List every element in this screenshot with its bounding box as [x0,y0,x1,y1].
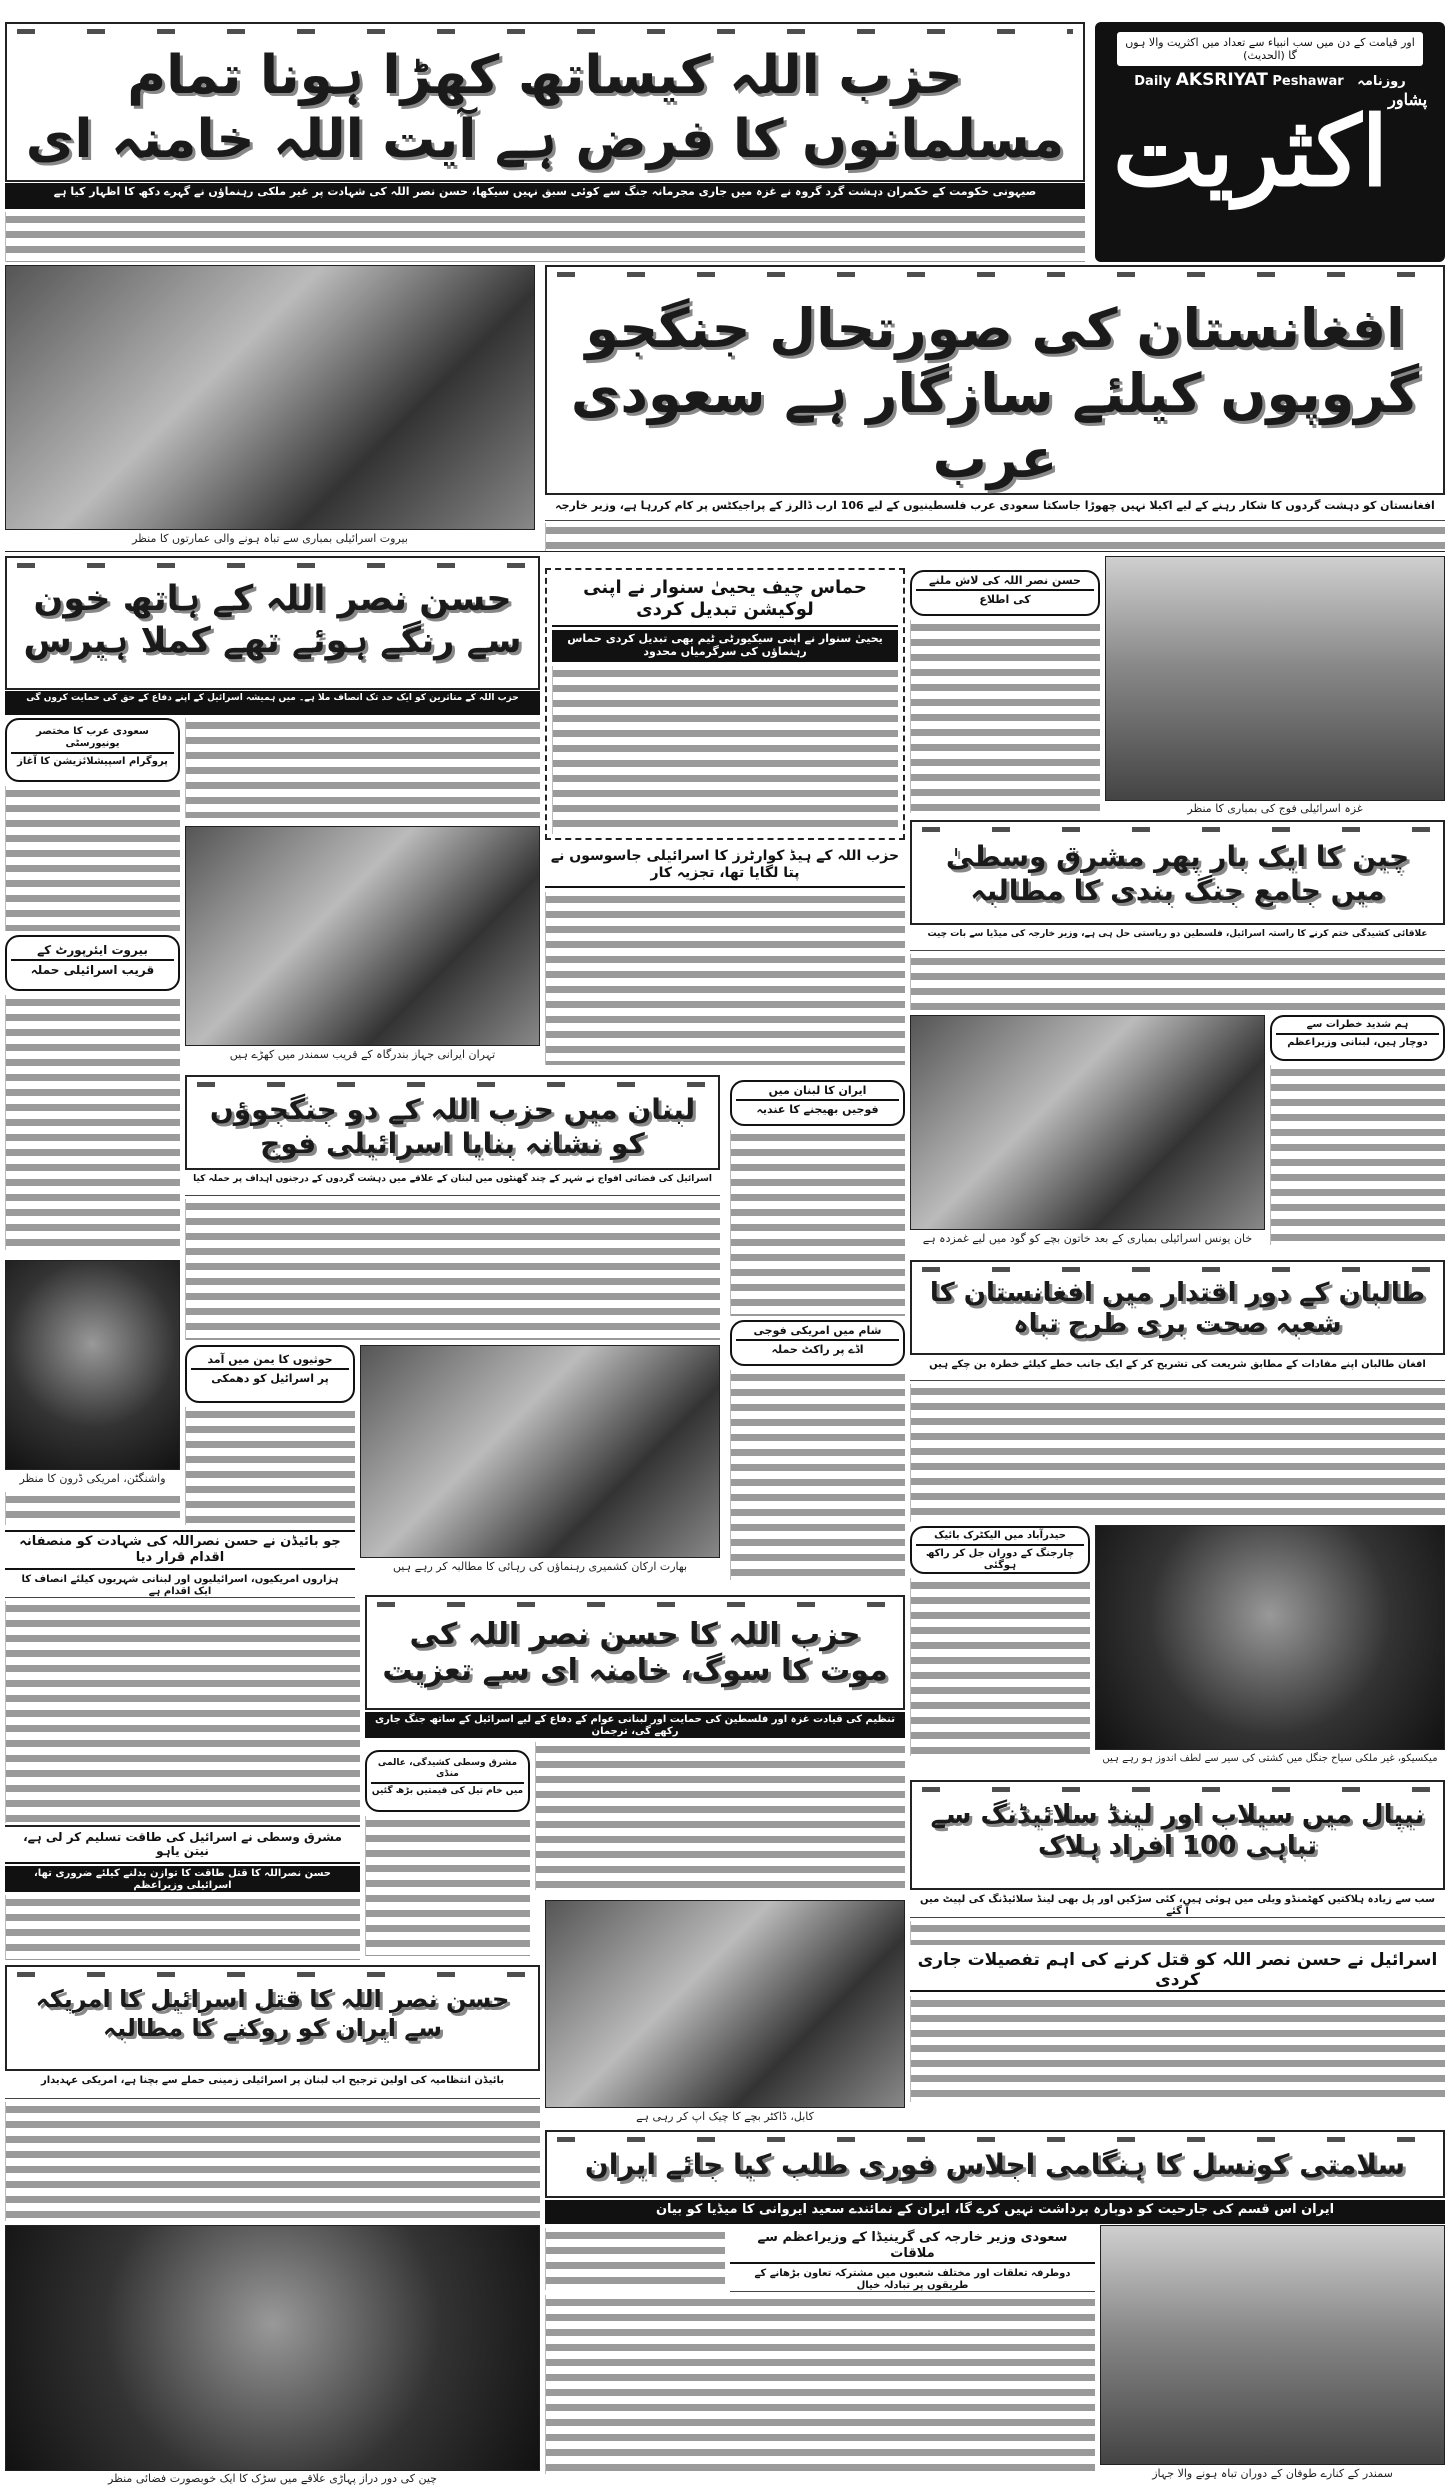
syria-box-line: شام میں امریکی فوجی [753,1324,882,1337]
condolence-subheadline: تنظیم کی قیادت غزہ اور فلسطین کی حمایت اور لبنانی عوام کے دفاع کے لیے اسرائیل کے ساتھ جنگ جاری رکھے گی، ترجمان [365,1712,905,1738]
oil-body [365,1816,530,1956]
beirut-box[interactable] [5,935,180,991]
hamas-headline[interactable]: حماس چیف یحییٰ سنوار نے اپنی لوکیشن تبدیل کردی [552,575,898,627]
houthi-box-line: پر اسرائیل کو دھمکی [191,1368,349,1385]
nepal-headline[interactable]: نیپال میں سیلاب اور لینڈ سلائیڈنگ سے تباہی 100 افراد ہلاک [910,1780,1445,1890]
masthead-city-en: Peshawar [1272,74,1344,89]
houthi-box[interactable] [185,1345,355,1403]
nasrallah-body-box-line: کی اطلاع [916,589,1094,606]
meeting-caption: بھارت ارکان کشمیری رہنماؤں کی رہائی کا مطالبہ کر رہے ہیں [392,1560,688,1573]
saudi-box-line: پروگرام اسپیشلائزیشن کا آغاز [11,752,174,768]
hyderabad-box[interactable] [910,1526,1090,1574]
oil-box-line: میں خام تیل کی قیمتیں بڑھ گئیں [371,1782,524,1797]
condolence-headline[interactable]: حزب اللہ کا حسن نصر اللہ کی موت کا سوگ، خامنہ ای سے تعزیت [365,1595,905,1710]
grenada-headline[interactable]: سعودی وزیر خارجہ کی گرینیڈا کے وزیراعظم سے ملاقات [730,2228,1095,2264]
lebanon-pm-box[interactable] [1270,1015,1445,1061]
unsc-body [545,2228,725,2290]
wreck-caption: سمندر کے کنارے طوفان کے دوران تباہ ہونے والا جہاز [1152,2467,1393,2480]
drone-caption: واشنگٹن، امریکی ڈرون کا منظر [19,1472,166,1485]
hamas-body [552,666,898,834]
divider [5,551,1445,552]
masthead-logo [1095,90,1445,215]
oil-box[interactable] [365,1750,530,1812]
lebanon-body [185,1199,720,1340]
syria-box-line: اڈے پر راکٹ حملہ [736,1339,899,1356]
iran-troops-box-line: ایران کا لبنان میں [768,1084,867,1097]
masthead-name-ur: اکثریت [1112,95,1389,208]
hq-body [545,892,905,1065]
lead-headline[interactable]: حزب اللہ کیساتھ کھڑا ہونا تمام مسلمانوں کا فرض ہے آیت اللہ خامنہ ای [5,22,1085,182]
netanyahu-body [5,1895,360,1960]
ship-photo [185,826,540,1046]
beirut-box-line: قریب اسرائیلی حملہ [11,959,174,977]
hyderabad-body [910,1578,1090,1756]
kamala-headline[interactable]: حسن نصر اللہ کے ہاتھ خون سے رنگے ہوئے تھے کملا ہیرس [5,556,540,690]
nepal-body [910,1921,1445,1945]
road-photo [5,2225,540,2471]
netanyahu-headline[interactable]: مشرق وسطی نے اسرائیل کی طاقت تسلیم کر لی ہے، نیتن یاہو [5,1828,360,1864]
kamala-subheadline: حزب اللہ کے متاثرین کو ایک حد تک انصاف ملا ہے۔ میں ہمیشہ اسرائیل کے اپنے دفاع کے حق کی حمایت کروں گی [5,691,540,715]
afghan-headline[interactable]: افغانستان کی صورتحال جنگجو گروپوں کیلئے سازگار ہے سعودی عرب [545,265,1445,495]
masthead [1095,22,1445,262]
child-caption: کابل، ڈاکٹر بچے کا چیک اپ کر رہی ہے [636,2110,814,2123]
nasrallah-body-box-line: حسن نصر اللہ کی لاش ملنے [929,574,1081,587]
taliban-body [910,1384,1445,1522]
lebanon-subheadline: اسرائیل کی فضائی افواج نے شہر کے چند گھنٹوں میں لبنان کے علاقے میں دہشت گردوں کے درجنوں اہداف پر حملہ کیا [185,1172,720,1196]
biden-body [5,1601,360,1823]
netanyahu-subheadline: حسن نصراللہ کا قتل طاقت کا توازن بدلنے کیلئے ضروری تھا، اسرائیلی وزیراعظم [5,1866,360,1892]
us-iran-subheadline: بائیڈن انتظامیہ کی اولین ترجیح اب لبنان پر اسرائیلی زمینی حملے سے بچنا ہے، امریکی عہدیدار [5,2073,540,2099]
kamala-body [185,718,540,818]
child-photo [545,1900,905,2108]
israel-details-headline[interactable]: اسرائیل نے حسن نصر اللہ کو قتل کرنے کی اہم تفصیلات جاری کردی [910,1948,1445,1992]
biden-subheadline: ہزاروں امریکیوں، اسرائیلیوں اور لبنانی شہریوں کیلئے انصاف کا ایک اقدام ہے [5,1572,355,1598]
saudi-box-line: سعودی عرب کا مختصر یونیورسٹی [36,726,149,749]
afghan-body [545,523,1445,551]
boat-photo [1095,1525,1445,1750]
saudi-body [5,786,180,931]
israel-details-body [910,1996,1445,2102]
iran-troops-box-line: فوجیں بھیجنے کا عندیہ [736,1099,899,1116]
houthi-body [185,1407,355,1525]
masthead-motto: اور قیامت کے دن میں سب انبیاء سے تعداد میں اکثریت والا ہوں گا (الحدیث) [1117,32,1423,66]
lebanon-pm-box-line: ہم شدید خطرات سے [1306,1019,1409,1030]
woman-caption: خان یونس اسرائیلی بمباری کے بعد خاتون بچے کو گود میں لیے غمزدہ ہے [922,1232,1253,1245]
meeting-photo [360,1345,720,1558]
masthead-name-en: AKSRIYAT [1175,70,1268,90]
condolence-body [535,1742,905,1890]
lebanon-headline[interactable]: لبنان میں حزب اللہ کے دو جنگجوؤں کو نشانہ بنایا اسرائیلی فوج [185,1075,720,1170]
hyderabad-box-line: حیدرآباد میں الیکٹرک بائیک [934,1530,1066,1541]
us-iran-headline[interactable]: حسن نصر اللہ کا قتل اسرائیل کا امریکہ سے ایران کو روکنے کا مطالبہ [5,1965,540,2071]
masthead-daily: Daily [1134,74,1172,89]
ship-caption: تہران ایرانی جہاز بندرگاہ کے قریب سمندر میں کھڑے ہیں [229,1048,496,1061]
hq-headline[interactable]: حزب اللہ کے ہیڈ کوارٹرز کا اسرائیلی جاسوسوں نے پتا لگایا تھا، تجزیہ کار [545,846,905,888]
iran-troops-box[interactable] [730,1080,905,1126]
china-body [910,954,1445,1010]
us-iran-body [5,2102,540,2221]
explosion-caption: غزہ اسرائیلی فوج کی بمباری کا منظر [1187,802,1363,815]
syria-body [730,1370,905,1580]
rubble-photo [5,265,535,530]
taliban-subheadline: افغان طالبان اپنے مفادات کے مطابق شریعت کی تشریح کر کے ایک جانب خطے کیلئے خطرہ بن چکے ہیں [910,1357,1445,1381]
road-caption: چین کی دور دراز پہاڑی علاقے میں سڑک کا ایک خوبصورت فضائی منظر [108,2472,437,2485]
drone-photo [5,1260,180,1470]
rubble-caption: بیروت اسرائیلی بمباری سے تباہ ہونے والی عمارتوں کا منظر [132,532,408,545]
unsc-subheadline: ایران اس قسم کی جارحیت کو دوبارہ برداشت نہیں کرے گا، ایران کے نمائندے سعید ایروانی کا میڈیا کو بیان [545,2200,1445,2224]
divider [5,1825,360,1827]
woman-photo [910,1015,1265,1230]
hyderabad-box-line: چارجنگ کے دوران جل کر راکھ ہوگئی [916,1544,1084,1572]
iran-troops-body [730,1130,905,1316]
biden-headline[interactable]: جو بائیڈن نے حسن نصراللہ کی شہادت کو منصفانہ اقدام قرار دیا [5,1530,355,1570]
unsc-headline[interactable]: سلامتی کونسل کا ہنگامی اجلاس فوری طلب کیا جائے ایران [545,2130,1445,2198]
lead-body [5,212,1085,262]
afghan-subheadline: افغانستان کو دہشت گردوں کا شکار رہنے کے لیے اکیلا نہیں چھوڑا جاسکتا سعودی عرب فلسطینیوں کے لیے 106 ارب ڈالرز کے پراجیکٹس پر کام کررہا ہے، وزیر خارجہ [545,497,1445,521]
china-headline[interactable]: چین کا ایک بار پھر مشرق وسطیٰ میں جامع جنگ بندی کا مطالبہ [910,820,1445,925]
lebanon-pm-box-line: دوچار ہیں، لبنانی وزیراعظم [1276,1033,1439,1049]
oil-box-line: مشرق وسطی کشیدگی، عالمی منڈی [377,1758,518,1779]
grenada-body [545,2295,1095,2474]
beirut-box-line: بیروت ایئرپورٹ کے [37,943,148,957]
saudi-box[interactable] [5,718,180,782]
lebanon-pm-body [1270,1065,1445,1245]
grenada-subheadline: دوطرفہ تعلقات اور مختلف شعبوں میں مشترکہ تعاون بڑھانے کے طریقوں پر تبادلہ خیال [730,2266,1095,2292]
nasrallah-body-text [910,620,1100,813]
china-subheadline: علاقائی کشیدگی ختم کرنے کا راستہ اسرائیل، فلسطین دو ریاستی حل ہی ہے، وزیر خارجہ کی میڈیا سے بات چیت [910,927,1445,951]
beirut-body [5,995,180,1250]
nepal-subheadline: سب سے زیادہ ہلاکتیں کھٹمنڈو ویلی میں ہوئی ہیں، کئی سڑکیں اور پل بھی لینڈ سلائیڈنگ کی لپیٹ میں آ گئے [910,1892,1445,1918]
wreck-photo [1100,2225,1445,2465]
lead-subheadline: صیہونی حکومت کے حکمران دہشت گرد گروہ نے غزہ میں جاری مجرمانہ جنگ سے کوئی سبق نہیں سیکھا، حسن نصر اللہ کی شہادت پر غیر ملکی رہنماؤں نے گہرے دکھ کا اظہار کیا ہے [5,183,1085,209]
hamas-subheadline: یحییٰ سنوار نے اپنی سیکیورٹی ٹیم بھی تبدیل کردی حماس رہنماؤں کی سرگرمیاں محدود [552,630,898,662]
taliban-headline[interactable]: طالبان کے دور اقتدار میں افغانستان کا شعبہ صحت بری طرح تباہ [910,1260,1445,1355]
houthi-box-line: حوثیوں کا یمن میں آمد [207,1353,333,1366]
boat-caption: میکسیکو، غیر ملکی سیاح جنگل میں کشتی کی سیر سے لطف اندوز ہو رہے ہیں [1102,1753,1438,1764]
masthead-roznama: روزنامہ [1357,74,1406,89]
masthead-english [1095,70,1445,90]
drone-body [5,1492,180,1525]
syria-box[interactable] [730,1320,905,1366]
explosion-photo [1105,556,1445,801]
nasrallah-body-box[interactable] [910,570,1100,616]
masthead-city-ur: پشاور [1388,90,1428,109]
